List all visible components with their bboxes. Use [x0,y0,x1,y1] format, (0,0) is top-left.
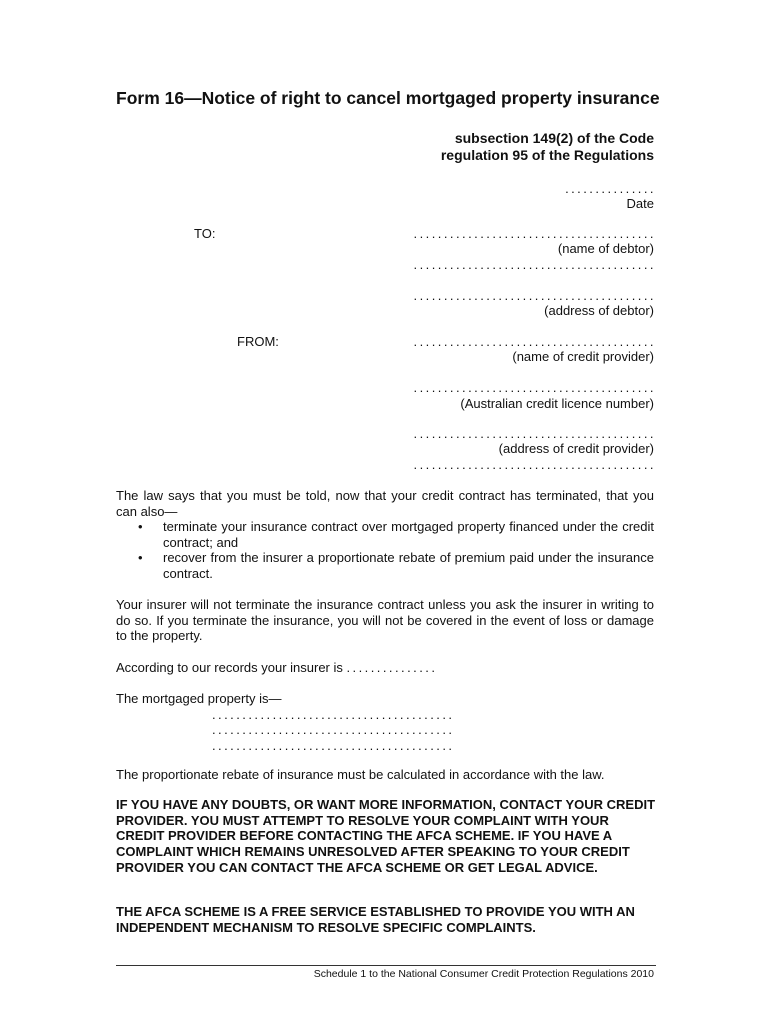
insurer-paragraph: Your insurer will not terminate the insurance contract unless you ask the insurer in writing to do so. If you terminate the insurance, you will not be covered in the event of loss or damage to the property. [116,597,654,644]
credit-provider-extra-field[interactable]: ........................................ [413,457,656,472]
property-line-2[interactable]: ........................................ [212,722,455,737]
debtor-name-label: (name of debtor) [557,241,654,256]
list-item-text: recover from the insurer a proportionate rebate of premium paid under the insurance contract. [163,550,654,582]
afca-statement: THE AFCA SCHEME IS A FREE SERVICE ESTABLISHED TO PROVIDE YOU WITH AN INDEPENDENT MECHANISM TO RESOLVE SPECIFIC COMPLAINTS. [116,904,635,935]
rebate-paragraph: The proportionate rebate of insurance must be calculated in accordance with the law. [116,767,605,782]
property-label: The mortgaged property is— [116,691,282,706]
list-item-text: terminate your insurance contract over mortgaged property financed under the credit contract; and [163,519,654,550]
credit-provider-name-label: (name of credit provider) [512,349,654,364]
from-label: FROM: [237,334,279,349]
to-label: TO: [194,226,216,241]
intro-paragraph: The law says that you must be told, now that your credit contract has terminated, that you can also— [116,488,654,519]
debtor-name-field[interactable]: ........................................ [413,226,656,241]
date-field[interactable]: ............... [565,181,656,196]
rights-list [138,519,654,582]
credit-licence-label: (Australian credit licence number) [460,396,654,411]
credit-provider-address-field[interactable]: ........................................ [413,426,656,441]
credit-provider-name-field[interactable]: ........................................ [413,334,656,349]
footer-divider [116,965,656,966]
property-line-3[interactable]: ........................................ [212,738,455,753]
regulation-reference: regulation 95 of the Regulations [440,147,654,163]
list-item [138,550,654,581]
insurer-record [116,660,437,675]
debtor-extra-field[interactable]: ........................................ [413,257,656,272]
debtor-address-field[interactable]: ........................................ [413,288,656,303]
credit-provider-address-label: (address of credit provider) [498,441,654,456]
debtor-address-label: (address of debtor) [544,303,654,318]
date-label: Date [626,196,654,211]
bullet-icon: • [138,550,143,566]
list-item [138,519,654,550]
form-title: Form 16—Notice of right to cancel mortgaged property insurance [116,88,660,108]
subsection-reference: subsection 149(2) of the Code [454,130,654,146]
property-line-1[interactable]: ........................................ [212,707,455,722]
complaint-warning: IF YOU HAVE ANY DOUBTS, OR WANT MORE INFORMATION, CONTACT YOUR CREDIT PROVIDER. YOU MUST ATTEMPT TO RESOLVE YOUR COMPLAINT WITH YOUR CREDIT PROVIDER BEFORE CONTACTING THE AFCA SCHEME. IF YOU HAVE A COMPLAINT WHICH REMAINS UNRESOLVED AFTER SPEAKING TO YOUR CREDIT PROVIDER YOU CAN CONTACT THE AFCA SCHEME OR GET LEGAL ADVICE. [116,797,656,875]
footer-text: Schedule 1 to the National Consumer Credit Protection Regulations 2010 [313,968,654,980]
bullet-icon: • [138,519,143,534]
insurer-record-text: According to our records your insurer is [116,660,343,675]
insurer-name-field[interactable]: ............... [346,660,438,675]
credit-licence-field[interactable]: ........................................ [413,380,656,395]
